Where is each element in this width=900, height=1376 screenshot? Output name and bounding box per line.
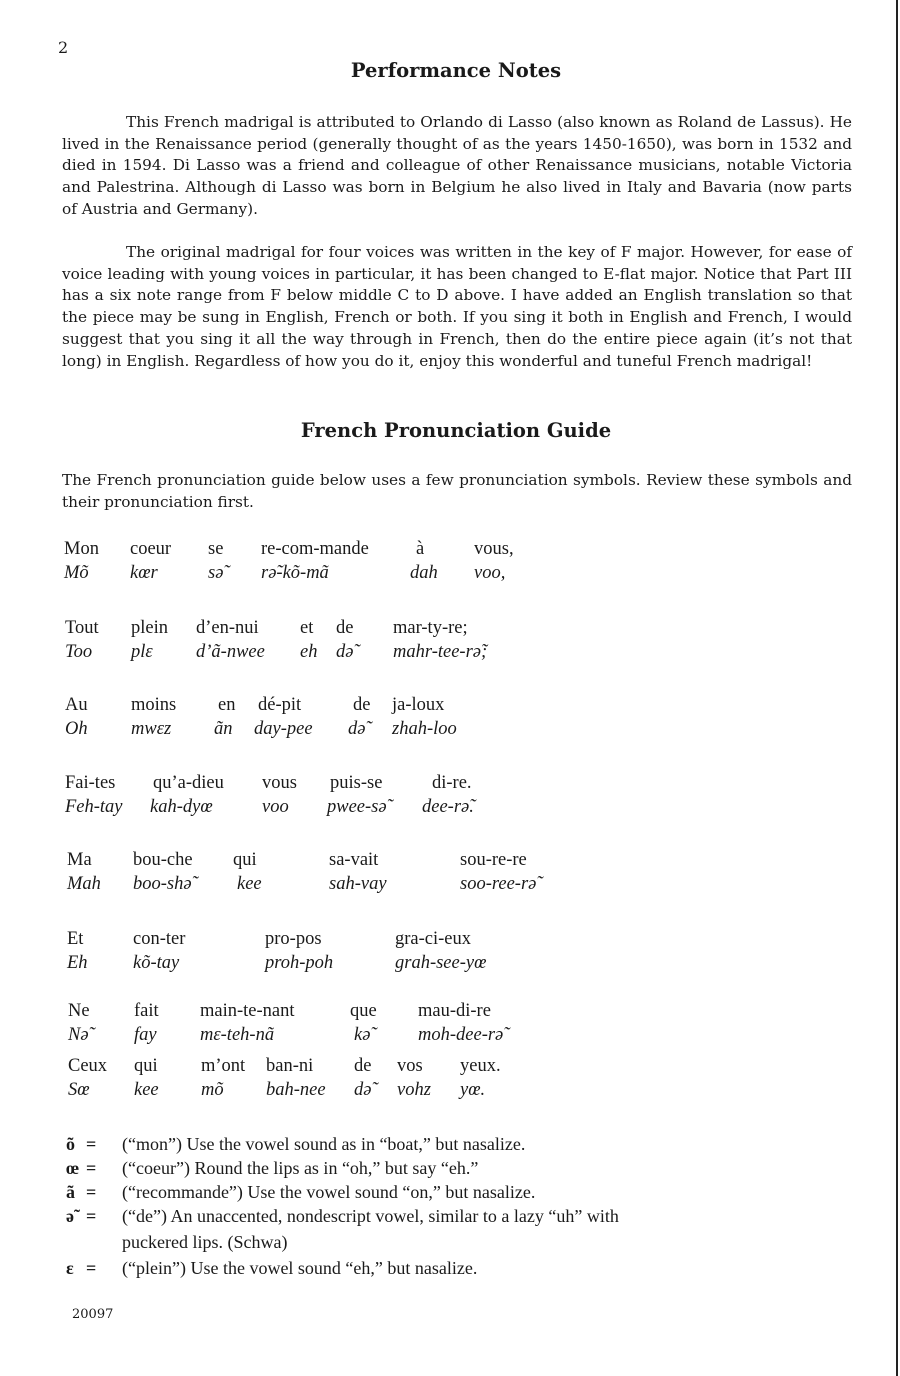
lyric-line-6 — [0, 928, 900, 980]
phonetic-word: voo — [262, 797, 289, 817]
lyric-word — [329, 849, 387, 895]
page-number: 2 — [58, 38, 69, 57]
lyric-word — [265, 928, 333, 974]
phonetic-word: day-pee — [254, 719, 313, 739]
french-word: à — [416, 539, 425, 559]
french-word: Mon — [64, 539, 99, 559]
phonetic-word: boo-shə̃ — [133, 874, 192, 894]
french-word: se — [208, 539, 224, 559]
symbol-description: (“plein”) Use the vowel sound “eh,” but nasalize. — [122, 1258, 478, 1278]
performance-notes-paragraph-2: The original madrigal for four voices was written in the key of F major. However, for ease of voice leading with young voices in particular, it has been changed to E-flat major. Notice that Part III has a six note range from F below middle C to D above. I have added an English translation so that the piece may be sung in English, French or both. If you sing it both in English and French, I would suggest that you sing it all the way through in French, then do the entire piece again (it’s not that long) in English. Regardless of how you do it, enjoy this wonderful and tuneful French madrigal! — [62, 243, 852, 370]
french-word: Tout — [65, 618, 99, 638]
lyric-line-1 — [0, 538, 900, 590]
french-word: coeur — [130, 539, 172, 559]
french-word: plein — [131, 618, 168, 638]
french-word: ban-ni — [266, 1056, 314, 1076]
lyric-word — [68, 1000, 90, 1046]
lyric-word — [68, 1055, 107, 1101]
french-word: d’en-nui — [196, 618, 259, 638]
pronunciation-guide-title: French Pronunciation Guide — [300, 419, 612, 442]
lyric-word — [200, 1000, 295, 1046]
french-word: con-ter — [133, 929, 186, 949]
lyric-word — [397, 1055, 431, 1101]
phonetic-word: kõ-tay — [133, 953, 180, 973]
french-word: de — [354, 1056, 372, 1076]
french-word: gra-ci-eux — [395, 929, 472, 949]
symbol-description: (“coeur”) Round the lips as in “oh,” but say “eh.” — [122, 1158, 479, 1178]
phonetic-word: mõ — [201, 1080, 224, 1100]
symbol-key — [66, 1132, 826, 1280]
french-word: mau-di-re — [418, 1001, 491, 1021]
phonetic-word: mwεz — [131, 719, 172, 739]
lyric-word — [64, 538, 99, 584]
symbol-description: (“mon”) Use the vowel sound as in “boat,” but nasalize. — [122, 1134, 526, 1154]
equals-sign: = — [86, 1158, 97, 1178]
lyric-word — [262, 772, 297, 818]
lyric-word — [348, 694, 370, 740]
page-edge-rule — [896, 0, 898, 1376]
french-word: et — [300, 618, 314, 638]
phonetic-word: Oh — [65, 719, 88, 739]
french-word: vous — [262, 773, 297, 793]
phonetic-word: dah — [410, 563, 438, 583]
lyric-word — [150, 772, 224, 818]
lyric-word — [327, 772, 387, 818]
phonetic-word: sə̃ — [208, 563, 224, 583]
phonetic-word: kah-dyœ — [150, 797, 213, 817]
french-word: sa-vait — [329, 850, 379, 870]
phonetic-symbol: ə̃ — [66, 1206, 74, 1226]
phonetic-word: fay — [134, 1025, 157, 1045]
phonetic-symbol: œ — [66, 1158, 79, 1178]
lyric-word — [266, 1055, 326, 1101]
lyric-word — [460, 849, 536, 895]
equals-sign: = — [86, 1258, 97, 1278]
phonetic-word: eh — [300, 642, 318, 662]
lyric-word — [410, 538, 438, 584]
phonetic-word: də̃ — [336, 642, 354, 662]
phonetic-symbol: ε — [66, 1258, 74, 1278]
lyric-word — [65, 694, 88, 740]
symbol-description: (“recommande”) Use the vowel sound “on,” but nasalize. — [122, 1182, 536, 1202]
phonetic-word: voo, — [474, 563, 506, 583]
french-word: Et — [67, 929, 84, 949]
phonetic-word: vohz — [397, 1080, 431, 1100]
lyric-word — [460, 1055, 501, 1101]
french-word: Ne — [68, 1001, 90, 1021]
lyric-word — [196, 617, 265, 663]
symbol-key-row — [66, 1156, 826, 1180]
phonetic-word: də̃ — [354, 1080, 372, 1100]
symbol-description-continued: puckered lips. (Schwa) — [122, 1232, 288, 1252]
phonetic-word: proh-poh — [265, 953, 334, 973]
lyric-word — [422, 772, 474, 818]
french-word: yeux. — [460, 1056, 501, 1076]
lyric-word — [233, 849, 262, 895]
french-word: Ceux — [68, 1056, 108, 1076]
phonetic-word: də̃ — [348, 719, 366, 739]
french-word: bou-che — [133, 850, 193, 870]
lyric-word — [354, 1055, 371, 1101]
phonetic-word: Feh-tay — [65, 797, 123, 817]
phonetic-word: kœr — [130, 563, 158, 583]
phonetic-word: soo-ree-rə̃ — [460, 874, 537, 894]
lyric-word — [67, 928, 88, 974]
pronunciation-guide-intro: The French pronunciation guide below uses a few pronunciation symbols. Review these symbols and their pronunciation first. — [62, 471, 852, 511]
catalog-number: 20097 — [72, 1307, 114, 1322]
french-word: Ma — [67, 850, 92, 870]
french-word: qui — [233, 850, 257, 870]
lyric-word — [67, 849, 101, 895]
phonetic-word: ãn — [214, 719, 233, 739]
lyric-word — [134, 1055, 159, 1101]
lyric-word — [65, 772, 123, 818]
lyric-word — [208, 538, 223, 584]
performance-notes-title: Performance Notes — [350, 59, 562, 82]
lyric-word — [261, 538, 369, 584]
french-word: Fai-tes — [65, 773, 116, 793]
phonetic-word: grah-see-yœ — [395, 953, 487, 973]
french-word: main-te-nant — [200, 1001, 295, 1021]
french-word: di-re. — [432, 773, 472, 793]
lyric-word — [201, 1055, 245, 1101]
french-word: vos — [397, 1056, 423, 1076]
phonetic-word: dee-rə̃. — [422, 797, 474, 817]
french-word: de — [336, 618, 354, 638]
equals-sign: = — [86, 1206, 97, 1226]
lyric-word — [474, 538, 514, 584]
french-word: m’ont — [201, 1056, 246, 1076]
french-word: fait — [134, 1001, 159, 1021]
lyric-word — [134, 1000, 159, 1046]
phonetic-word: Mah — [67, 874, 101, 894]
lyric-line-8 — [0, 1055, 900, 1107]
phonetic-word: mε-teh-nã — [200, 1025, 275, 1045]
phonetic-word: rə̃-kõ-mã — [261, 563, 329, 583]
french-word: sou-re-re — [460, 850, 527, 870]
phonetic-word: zhah-loo — [392, 719, 457, 739]
french-word: puis-se — [330, 773, 383, 793]
lyric-word — [350, 1000, 377, 1046]
lyric-word — [133, 928, 185, 974]
lyric-word — [131, 694, 176, 740]
french-word: moins — [131, 695, 177, 715]
phonetic-word: moh-dee-rə̃ — [418, 1025, 504, 1045]
symbol-key-row — [66, 1132, 826, 1156]
french-word: que — [350, 1001, 377, 1021]
phonetic-word: Sœ — [68, 1080, 90, 1100]
lyric-word — [133, 849, 193, 895]
phonetic-word: kə̃ — [354, 1025, 371, 1045]
phonetic-word: kee — [134, 1080, 159, 1100]
french-word: ja-loux — [392, 695, 445, 715]
equals-sign: = — [86, 1182, 97, 1202]
phonetic-word: bah-nee — [266, 1080, 326, 1100]
phonetic-word: sah-vay — [329, 874, 387, 894]
phonetic-symbol: õ — [66, 1134, 75, 1154]
phonetic-word: yœ. — [460, 1080, 486, 1100]
phonetic-word: Mõ — [64, 563, 89, 583]
lyric-word — [65, 617, 99, 663]
french-word: qui — [134, 1056, 158, 1076]
lyric-line-5 — [0, 849, 900, 901]
phonetic-word: Eh — [67, 953, 88, 973]
lyric-word — [214, 694, 235, 740]
phonetic-word: d’ã-nwee — [196, 642, 265, 662]
french-word: qu’a-dieu — [153, 773, 224, 793]
lyric-line-4 — [0, 772, 900, 824]
symbol-key-row — [66, 1256, 826, 1280]
french-word: dé-pit — [258, 695, 302, 715]
lyric-line-3 — [0, 694, 900, 746]
phonetic-word: Too — [65, 642, 93, 662]
lyric-word — [336, 617, 353, 663]
lyric-line-7 — [0, 1000, 900, 1052]
lyric-line-2 — [0, 617, 900, 669]
french-word: de — [353, 695, 371, 715]
french-word: mar-ty-re; — [393, 618, 468, 638]
lyric-word — [418, 1000, 503, 1046]
phonetic-word: mahr-tee-rə̃; — [393, 642, 488, 662]
phonetic-symbol: ã — [66, 1182, 75, 1202]
equals-sign: = — [86, 1134, 97, 1154]
performance-notes-paragraph-1: This French madrigal is attributed to Orlando di Lasso (also known as Roland de Lassus). He lived in the Renaissance period (generally thought of as the years 1450-1650), was born in 1532 and died in 1594. Di Lasso was a friend and colleague of other Renaissance musicians, notable Victoria and Palestrina. Although di Lasso was born in Belgium he also lived in Italy and Bavaria (now parts of Austria and Germany). — [62, 113, 852, 218]
french-word: en — [218, 695, 236, 715]
lyric-word — [130, 538, 171, 584]
phonetic-word: Nə̃ — [68, 1025, 89, 1045]
symbol-key-row — [66, 1204, 826, 1228]
phonetic-word: plε — [131, 642, 153, 662]
symbol-description: (“de”) An unaccented, nondescript vowel, similar to a lazy “uh” with — [122, 1206, 619, 1226]
french-word: pro-pos — [265, 929, 322, 949]
lyric-word — [392, 694, 457, 740]
lyric-word — [300, 617, 317, 663]
lyric-word — [131, 617, 168, 663]
phonetic-word: kee — [237, 874, 262, 894]
lyric-word — [393, 617, 487, 663]
french-word: Au — [65, 695, 88, 715]
lyric-word — [395, 928, 486, 974]
phonetic-word: pwee-sə̃ — [327, 797, 387, 817]
symbol-key-row — [66, 1180, 826, 1204]
french-word: vous, — [474, 539, 514, 559]
lyric-word — [254, 694, 313, 740]
french-word: re-com-mande — [261, 539, 369, 559]
